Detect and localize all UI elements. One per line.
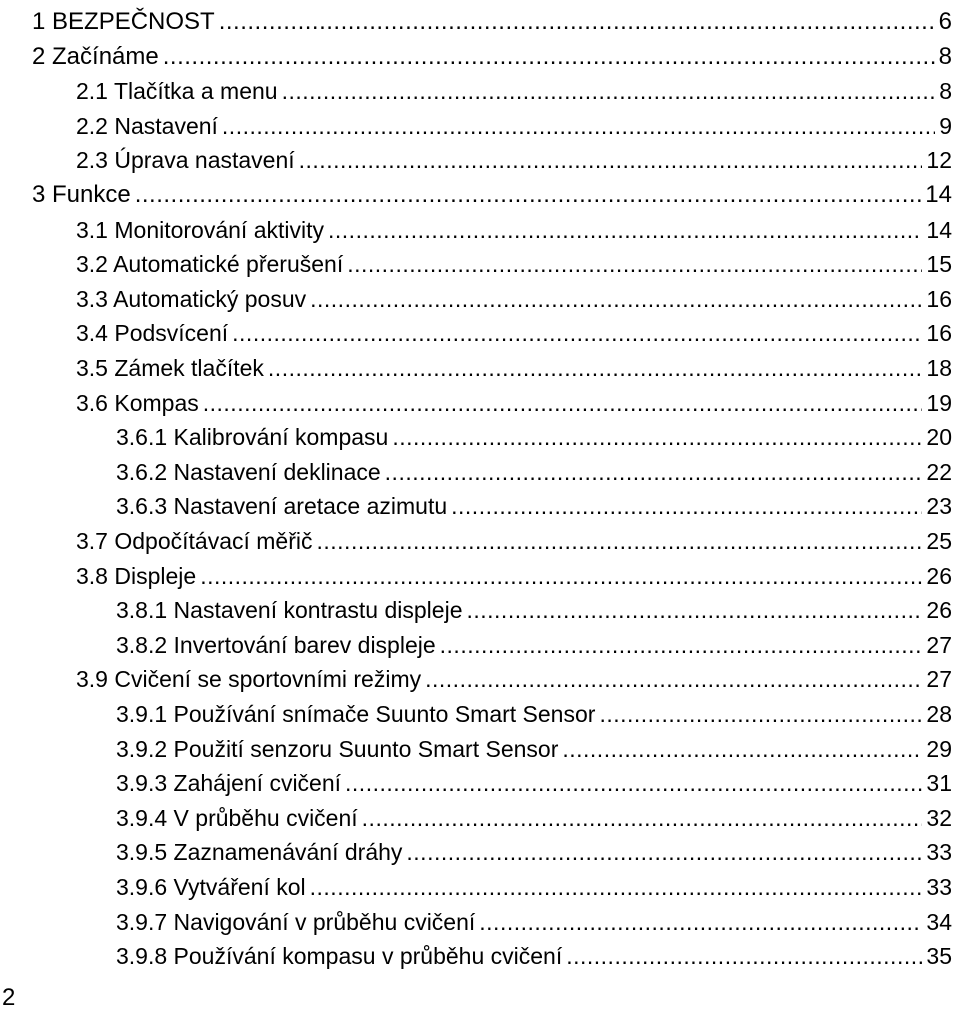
toc-entry[interactable] [76,279,952,313]
toc-entry-title: 2.1 Tlačítka a menu [76,78,278,105]
toc-dot-leader [222,112,935,140]
toc-entry[interactable] [32,175,952,209]
toc-entry[interactable] [76,244,952,278]
toc-entry[interactable] [76,556,952,590]
toc-entry[interactable] [116,867,952,901]
toc-entry-page: 27 [926,631,952,658]
toc-dot-leader [392,423,922,451]
toc-entry-title: 3.9.5 Zaznamenávání dráhy [116,839,403,866]
toc-dot-leader [599,700,922,728]
page-number: 2 [2,984,16,1011]
toc-entry[interactable] [116,417,952,451]
toc-dot-leader [203,389,923,417]
toc-entry-title: 3 Funkce [32,181,131,208]
toc-entry-title: 3.9.2 Použití senzoru Suunto Smart Sensor [116,735,559,762]
toc-entry[interactable] [76,210,952,244]
toc-entry-page: 12 [926,147,952,174]
toc-entry-title: 3.8 Displeje [76,562,197,589]
toc-dot-leader [385,458,923,486]
toc-dot-leader [562,735,922,763]
toc-dot-leader [566,942,922,970]
toc-entry-page: 14 [926,216,952,243]
toc-entry-title: 3.9.8 Používání kompasu v průběhu cvičení [116,943,563,970]
toc-entry[interactable] [116,763,952,797]
toc-entry-title: 2 Začínáme [32,42,159,70]
toc-entry-page: 23 [926,493,952,520]
toc-entry[interactable] [116,625,952,659]
toc-entry-page: 33 [926,839,952,866]
toc-entry-title: 3.9.6 Vytváření kol [116,874,306,900]
toc-dot-leader [200,562,922,590]
toc-entry[interactable] [116,452,952,486]
toc-dot-leader [299,146,923,174]
toc-dot-leader [310,873,923,901]
toc-entry[interactable] [76,71,952,105]
toc-entry-page: 16 [926,285,952,312]
toc-dot-leader [479,908,922,936]
toc-entry[interactable] [116,694,952,728]
toc-entry-title: 3.7 Odpočítávací měřič [76,528,313,554]
toc-dot-leader [317,527,923,555]
toc-entry-page: 19 [926,389,952,416]
toc-entry[interactable] [76,659,952,693]
toc-entry-page: 8 [939,78,952,105]
toc-entry-page: 35 [926,943,952,970]
toc-entry-page: 33 [926,874,952,900]
toc-entry-page: 31 [926,770,952,797]
toc-entry-page: 28 [926,701,952,727]
toc-dot-leader [135,181,922,209]
toc-entry-title: 3.9.4 V průběhu cvičení [116,804,358,831]
toc-entry-page: 22 [926,458,952,485]
toc-entry-page: 27 [926,666,952,693]
toc-dot-leader [163,43,935,71]
toc-dot-leader [347,250,922,278]
toc-entry-page: 16 [926,320,952,347]
toc-entry-title: 3.4 Podsvícení [76,320,229,347]
toc-entry[interactable] [76,313,952,347]
toc-entry[interactable] [116,832,952,866]
toc-entry[interactable] [116,902,952,936]
toc-entry-title: 3.5 Zámek tlačítek [76,355,264,381]
toc-entry-page: 9 [939,112,952,139]
toc-entry-title: 3.8.1 Nastavení kontrastu displeje [116,597,463,624]
toc-dot-leader [328,216,922,244]
toc-dot-leader [268,354,922,382]
toc-entry-title: 3.6.1 Kalibrování kompasu [116,424,389,451]
toc-entry-title: 3.8.2 Invertování barev displeje [116,631,436,658]
toc-dot-leader [232,319,922,347]
toc-dot-leader [345,769,922,797]
toc-dot-leader [406,838,922,866]
toc-entry-title: 2.2 Nastavení [76,112,218,139]
toc-entry-page: 25 [926,528,952,554]
toc-entry[interactable] [76,106,952,140]
toc-dot-leader [219,8,935,36]
toc-entry[interactable] [116,798,952,832]
toc-entry-page: 26 [926,562,952,589]
toc-entry-title: 2.3 Úprava nastavení [76,147,295,174]
toc-entry-page: 34 [926,908,952,935]
toc-dot-leader [451,492,922,520]
toc-entry-title: 3.6.3 Nastavení aretace azimutu [116,493,448,520]
toc-entry-title: 1 BEZPEČNOST [32,8,215,35]
toc-entry-page: 6 [938,8,952,35]
toc-entry-page: 26 [926,597,952,624]
toc-dot-leader [310,285,922,313]
toc-entry-title: 3.6.2 Nastavení deklinace [116,458,381,485]
toc-entry-title: 3.1 Monitorování aktivity [76,216,325,243]
toc-entry-page: 29 [926,735,952,762]
toc-entry[interactable] [32,2,952,36]
toc-entry-page: 8 [938,42,952,70]
toc-entry[interactable] [116,729,952,763]
toc-entry-title: 3.9.3 Zahájení cvičení [116,770,342,797]
toc-entry-title: 3.3 Automatický posuv [76,285,307,312]
toc-entry-title: 3.6 Kompas [76,389,199,416]
toc-dot-leader [282,77,936,105]
toc-entry-page: 32 [926,804,952,831]
toc-entry[interactable] [76,383,952,417]
toc-entry[interactable] [116,590,952,624]
toc-entry[interactable] [76,140,952,174]
toc-dot-leader [362,804,923,832]
toc-entry[interactable] [116,486,952,520]
toc-entry[interactable] [76,521,952,555]
toc-entry-page: 20 [926,424,952,451]
toc-entry-page: 14 [925,181,952,208]
toc-entry[interactable] [76,348,952,382]
toc-entry-title: 3.9.7 Navigování v průběhu cvičení [116,908,476,935]
toc-entry[interactable] [116,936,952,970]
toc-entry[interactable] [32,37,952,71]
toc-entry-title: 3.9 Cvičení se sportovními režimy [76,666,422,693]
toc-entry-page: 15 [926,251,952,278]
toc-dot-leader [466,596,922,624]
toc-entry-title: 3.2 Automatické přerušení [76,251,344,278]
toc-entry-page: 18 [926,355,952,381]
toc-entry-title: 3.9.1 Používání snímače Suunto Smart Sensor [116,701,596,727]
toc-dot-leader [425,665,922,693]
toc-dot-leader [440,631,923,659]
